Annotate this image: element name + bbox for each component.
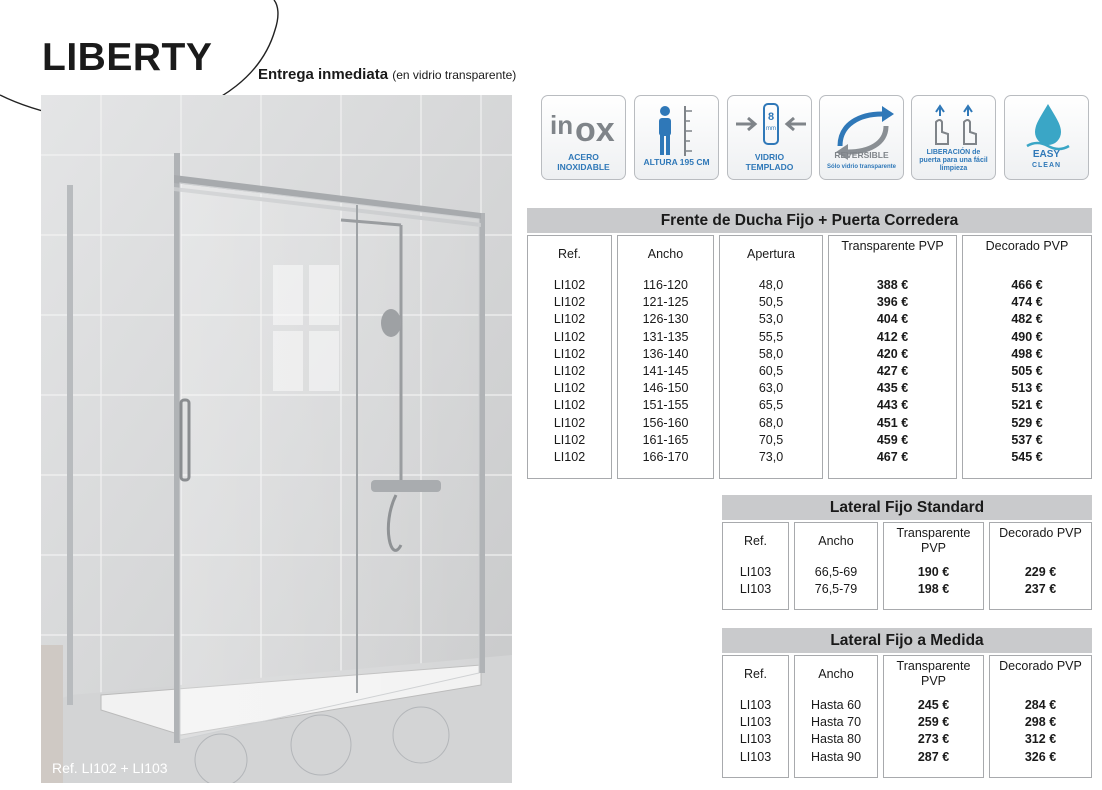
- feature-release-line1: LIBERACIÓN de: [926, 149, 981, 156]
- table-cell: 467 €: [876, 449, 909, 464]
- table-cell: 190 €: [917, 565, 950, 579]
- table-cell: 73,0: [758, 449, 784, 464]
- table-cell: LI103: [739, 749, 772, 764]
- table-cell: 443 €: [876, 398, 909, 413]
- table-cell: 60,5: [758, 363, 784, 378]
- col-apertura: [719, 235, 823, 479]
- table-lateral-standard: [722, 495, 1092, 610]
- table-cell: 156-160: [642, 415, 689, 430]
- table-cell: 396 €: [876, 295, 909, 310]
- col-transparente-header: Transparente PVP: [896, 659, 971, 688]
- table-cell: 55,5: [758, 329, 784, 344]
- col-decorado: [989, 655, 1092, 778]
- table-cell: Hasta 90: [810, 749, 862, 764]
- delivery-subtitle: [258, 66, 516, 83]
- table-cell: LI102: [553, 381, 586, 396]
- table-cell: LI103: [739, 565, 772, 579]
- col-ancho: [794, 522, 878, 610]
- table-lateral-medida: [722, 628, 1092, 778]
- feature-reversible: [819, 95, 904, 180]
- feature-reversible-line1: REVERSIBLE: [834, 150, 889, 160]
- table-cell: 545 €: [1011, 449, 1043, 464]
- table-cell: Hasta 60: [810, 698, 862, 712]
- table-cell: 65,5: [758, 398, 784, 413]
- table-cell: 68,0: [758, 415, 784, 430]
- feature-height: [634, 95, 719, 180]
- table-cell: 326 €: [1024, 749, 1057, 764]
- table-cell: LI102: [553, 278, 586, 292]
- photo-reference-caption: Ref. LI102 + LI103: [52, 760, 168, 776]
- table-cell: 474 €: [1011, 295, 1043, 310]
- table-cell: 529 €: [1011, 415, 1043, 430]
- col-decorado-header: Decorado PVP: [999, 526, 1082, 540]
- svg-text:in: in: [550, 110, 574, 140]
- col-apertura-header: Apertura: [747, 247, 795, 261]
- table-cell: LI103: [739, 698, 772, 712]
- table-cell: LI102: [553, 415, 586, 430]
- col-ref: [722, 655, 789, 778]
- table-cell: LI102: [553, 346, 586, 361]
- table-cell: 70,5: [758, 432, 784, 447]
- table-cell: LI102: [553, 432, 586, 447]
- table-cell: 63,0: [758, 381, 784, 396]
- svg-text:mm: mm: [766, 126, 776, 132]
- table-cell: 151-155: [642, 398, 689, 413]
- col-decorado-header: Decorado PVP: [999, 659, 1082, 673]
- table-cell: 161-165: [642, 432, 689, 447]
- table-cell: LI102: [553, 295, 586, 310]
- table-cell: 121-125: [642, 295, 689, 310]
- table-cell: LI102: [553, 398, 586, 413]
- table-cell: 466 €: [1011, 278, 1043, 292]
- product-title: LIBERTY: [42, 36, 213, 79]
- table-cell: 245 €: [917, 698, 950, 712]
- table-cell: 273 €: [917, 732, 950, 747]
- table-cell: 312 €: [1024, 732, 1057, 747]
- feature-reversible-line2: Sólo vidrio transparente: [826, 164, 896, 170]
- table-cell: LI102: [553, 363, 586, 378]
- col-transparente: [828, 235, 957, 479]
- table-cell: LI103: [739, 582, 772, 597]
- col-transparente-header: Transparente PVP: [896, 526, 971, 555]
- feature-easyclean: [1004, 95, 1089, 180]
- col-decorado: [962, 235, 1092, 479]
- col-transparente: [883, 522, 984, 610]
- col-decorado: [989, 522, 1092, 610]
- feature-inox-line1: ACERO: [568, 152, 599, 162]
- feature-release: [911, 95, 996, 180]
- col-ref-header: Ref.: [558, 247, 581, 261]
- table-cell: 513 €: [1011, 381, 1043, 396]
- feature-glass-line2: TEMPLADO: [745, 162, 794, 172]
- table-cell: 50,5: [758, 295, 784, 310]
- col-ref: [722, 522, 789, 610]
- feature-release-line2: puerta para una fácil limpieza: [919, 157, 988, 172]
- table-cell: 166-170: [642, 449, 689, 464]
- table-cell: 490 €: [1011, 329, 1043, 344]
- table-cell: 420 €: [876, 346, 909, 361]
- height-person-icon: [635, 96, 720, 181]
- table-cell: 198 €: [917, 582, 950, 597]
- feature-height-line1: ALTURA 195 CM: [643, 157, 710, 167]
- table-cell: 435 €: [876, 381, 909, 396]
- table-cell: 298 €: [1024, 715, 1057, 730]
- table-front-sliding: [527, 208, 1092, 479]
- table-cell: 141-145: [642, 363, 689, 378]
- svg-text:8: 8: [767, 111, 775, 123]
- feature-easyclean-line2: CLEAN: [1031, 162, 1062, 169]
- shower-illustration: [41, 95, 512, 783]
- table-cell: 229 €: [1024, 565, 1057, 579]
- table-cell: 498 €: [1011, 346, 1043, 361]
- table-standard-title: Lateral Fijo Standard: [722, 495, 1092, 520]
- table-cell: 66,5-69: [814, 565, 858, 579]
- svg-text:ox: ox: [575, 111, 615, 149]
- col-ancho: [617, 235, 714, 479]
- table-cell: LI102: [553, 312, 586, 327]
- table-cell: 505 €: [1011, 363, 1043, 378]
- table-cell: 237 €: [1024, 582, 1057, 597]
- col-ancho-header: Ancho: [818, 667, 854, 681]
- table-cell: 537 €: [1011, 432, 1043, 447]
- table-cell: 459 €: [876, 432, 909, 447]
- feature-glass-line1: VIDRIO: [754, 152, 785, 162]
- table-cell: 427 €: [876, 363, 909, 378]
- feature-easyclean-line1: EASY: [1032, 149, 1061, 160]
- table-cell: LI103: [739, 715, 772, 730]
- table-cell: LI102: [553, 329, 586, 344]
- table-cell: LI103: [739, 732, 772, 747]
- table-cell: 284 €: [1024, 698, 1057, 712]
- col-ref-header: Ref.: [744, 534, 767, 548]
- product-photo: [41, 95, 512, 783]
- table-cell: Hasta 80: [810, 732, 862, 747]
- table-cell: 482 €: [1011, 312, 1043, 327]
- table-cell: 146-150: [642, 381, 689, 396]
- feature-inox-line2: INOXIDABLE: [557, 162, 610, 172]
- col-transparente: [883, 655, 984, 778]
- table-cell: 53,0: [758, 312, 784, 327]
- col-ref: [527, 235, 612, 479]
- feature-icons-row: [541, 95, 1092, 182]
- table-cell: 521 €: [1011, 398, 1043, 413]
- table-cell: 287 €: [917, 749, 950, 764]
- table-cell: 412 €: [876, 329, 909, 344]
- table-cell: 451 €: [876, 415, 909, 430]
- table-cell: 388 €: [876, 278, 909, 292]
- table-cell: 48,0: [758, 278, 784, 292]
- table-front-title: Frente de Ducha Fijo + Puerta Corredera: [527, 208, 1092, 233]
- table-cell: 404 €: [876, 312, 909, 327]
- table-cell: 76,5-79: [814, 582, 858, 597]
- col-ancho: [794, 655, 878, 778]
- col-ancho-header: Ancho: [647, 247, 684, 261]
- col-transparente-header: Transparente PVP: [841, 239, 944, 253]
- col-ref-header: Ref.: [744, 667, 767, 681]
- table-cell: 136-140: [642, 346, 689, 361]
- col-ancho-header: Ancho: [818, 534, 854, 548]
- table-cell: 259 €: [917, 715, 950, 730]
- subtitle-note: (en vidrio transparente): [392, 68, 517, 82]
- table-cell: LI102: [553, 449, 586, 464]
- table-cell: Hasta 70: [810, 715, 862, 730]
- table-cell: 116-120: [643, 278, 688, 292]
- table-cell: 131-135: [642, 329, 689, 344]
- table-cell: 126-130: [642, 312, 689, 327]
- subtitle-main: Entrega inmediata: [258, 66, 389, 83]
- feature-glass: [727, 95, 812, 180]
- table-cell: 58,0: [758, 346, 784, 361]
- feature-inox: [541, 95, 626, 180]
- col-decorado-header: Decorado PVP: [985, 239, 1069, 253]
- table-medida-title: Lateral Fijo a Medida: [722, 628, 1092, 653]
